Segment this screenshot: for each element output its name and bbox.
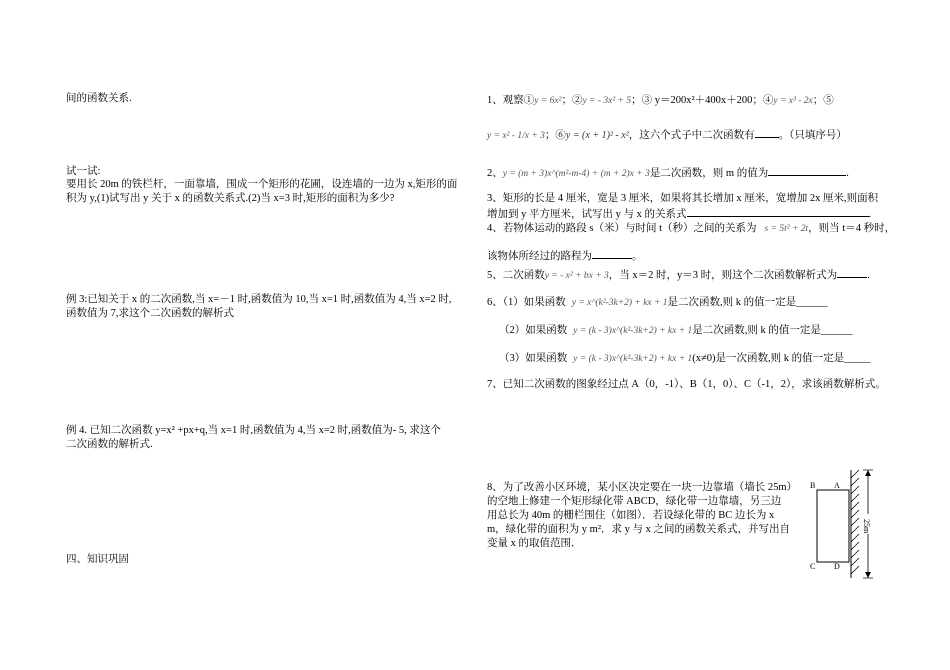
question-8-line3: 用总长为 40m 的栅栏围住（如图）．若设绿化带的 BC 边长为 x — [487, 510, 775, 521]
wall-hatching — [851, 470, 859, 574]
answer-blank[interactable] — [837, 267, 867, 278]
formula-q2: y = (m + 3)x^(m²-m-4) + (m + 2)x + 3 — [502, 169, 650, 179]
formula-q5: y = - x² + bx + 3 — [544, 271, 609, 281]
dimension-label: 25m — [862, 519, 871, 534]
answer-blank[interactable] — [768, 165, 846, 176]
garden-figure — [805, 466, 885, 582]
formula-5: y = x² - 1/x + 3 — [487, 131, 545, 141]
example3-line2: 函数值为 7,求这个二次函数的解析式 — [66, 308, 234, 319]
question-5: 5、二次函数y = - x² + bx + 3，当 x＝2 时，y＝3 时，则这个二次函数解析式为 . — [487, 267, 870, 283]
question-4-line1: 4、若物体运动的路段 s（米）与时间 t（秒）之间的关系为 s = 5t² + 2t，则当 t＝4 秒时， — [487, 223, 896, 234]
arrow-down-icon — [865, 572, 871, 578]
question-8-line2: 的空地上修建一个矩形绿化带 ABCD，绿化带一边靠墙，另三边 — [487, 496, 782, 507]
rectangle-abcd — [817, 490, 849, 562]
label-d: D — [834, 562, 840, 571]
question-1-line1: 1、观察①y = 6x²；②y = - 3x² + 5；③ y＝200x²＋400x＋200；④y = x³ - 2x；⑤ — [487, 95, 834, 106]
answer-blank[interactable] — [755, 127, 779, 138]
formula-1: y = 6x² — [534, 96, 562, 106]
answer-blank[interactable] — [592, 248, 632, 259]
section-heading: 四、知识巩固 — [66, 554, 129, 565]
arrow-up-icon — [865, 470, 871, 476]
try-text-line2: 积为 y,(1)试写出 y 关于 x 的函数关系式.(2)当 x=3 时,矩形的面积为多少? — [66, 193, 395, 204]
example4-line2: 二次函数的解析式. — [66, 439, 153, 450]
formula-q6-3: y = (k - 3)x^(k²-3k+2) + kx + 1 — [573, 354, 693, 364]
try-title: 试一试: — [66, 166, 101, 177]
formula-q6-2: y = (k - 3)x^(k²-3k+2) + kx + 1 — [573, 326, 693, 336]
question-8-line4: m，绿化带的面积为 y m²．求 y 与 x 之间的函数关系式，并写出自 — [487, 524, 790, 535]
question-4-line2: 该物体所经过的路程为 。 — [487, 248, 643, 264]
question-3-line2: 增加到 y 平方厘米，试写出 y 与 x 的关系式 . — [487, 206, 871, 222]
try-text-line1: 要用长 20m 的铁栏杆，一面靠墙，围成一个矩形的花圃，设连墙的一边为 x,矩形的面 — [66, 179, 458, 190]
answer-blank[interactable] — [687, 206, 869, 217]
question-1-line2: y = x² - 1/x + 3；⑥y = (x + 1)² - x²，这六个式子中二次函数有 。（只填序号） — [487, 127, 847, 143]
question-6-part1: 6、（1）如果函数 y = x^(k²-3k+2) + kx + 1是二次函数,则 k 的值一定是______ — [487, 297, 828, 308]
question-6-part3: （3）如果函数 y = (k - 3)x^(k²-3k+2) + kx + 1(x≠0)是一次函数,则 k 的值一定是_____ — [499, 353, 871, 364]
question-7: 7、已知二次函数的图象经过点 A（0，-1）、B（1，0）、C（-1，2），求该函数解析式。 — [487, 379, 886, 390]
intro-tail: 间的函数关系. — [66, 93, 132, 104]
example4-line1: 例 4. 已知二次函数 y=x² +px+q,当 x=1 时,函数值为 4,当 x=2 时,函数值为- 5, 求这个 — [66, 425, 441, 436]
formula-q6-1: y = x^(k²-3k+2) + kx + 1 — [571, 298, 668, 308]
formula-q4: s = 5t² + 2t — [764, 224, 809, 234]
label-b: B — [810, 481, 816, 490]
formula-2: y = - 3x² + 5 — [582, 96, 632, 106]
question-8-line5: 变量 x 的取值范围． — [487, 538, 582, 549]
formula-4: y = x³ - 2x — [773, 96, 813, 106]
example3-line1: 例 3:已知关于 x 的二次函数,当 x=－1 时,函数值为 10,当 x=1 时,函数值为 4,当 x=2 时, — [66, 294, 452, 305]
question-6-part2: （2）如果函数 y = (k - 3)x^(k²-3k+2) + kx + 1是二次函数,则 k 的值一定是______ — [499, 325, 853, 336]
question-3-line1: 3、矩形的长是 4 厘米，宽是 3 厘米，如果将其长增加 x 厘米，宽增加 2x 厘米,则面积 — [487, 193, 879, 204]
label-c: C — [810, 562, 816, 571]
label-a: A — [834, 481, 840, 490]
question-8-line1: 8、为了改善小区环境，某小区决定要在一块一边靠墙（墙长 25m） — [487, 482, 798, 493]
formula-6: y = (x + 1)² - x² — [565, 130, 629, 141]
question-2: 2、y = (m + 3)x^(m²-m-4) + (m + 2)x + 3是二次函数，则 m 的值为 . — [487, 165, 849, 181]
